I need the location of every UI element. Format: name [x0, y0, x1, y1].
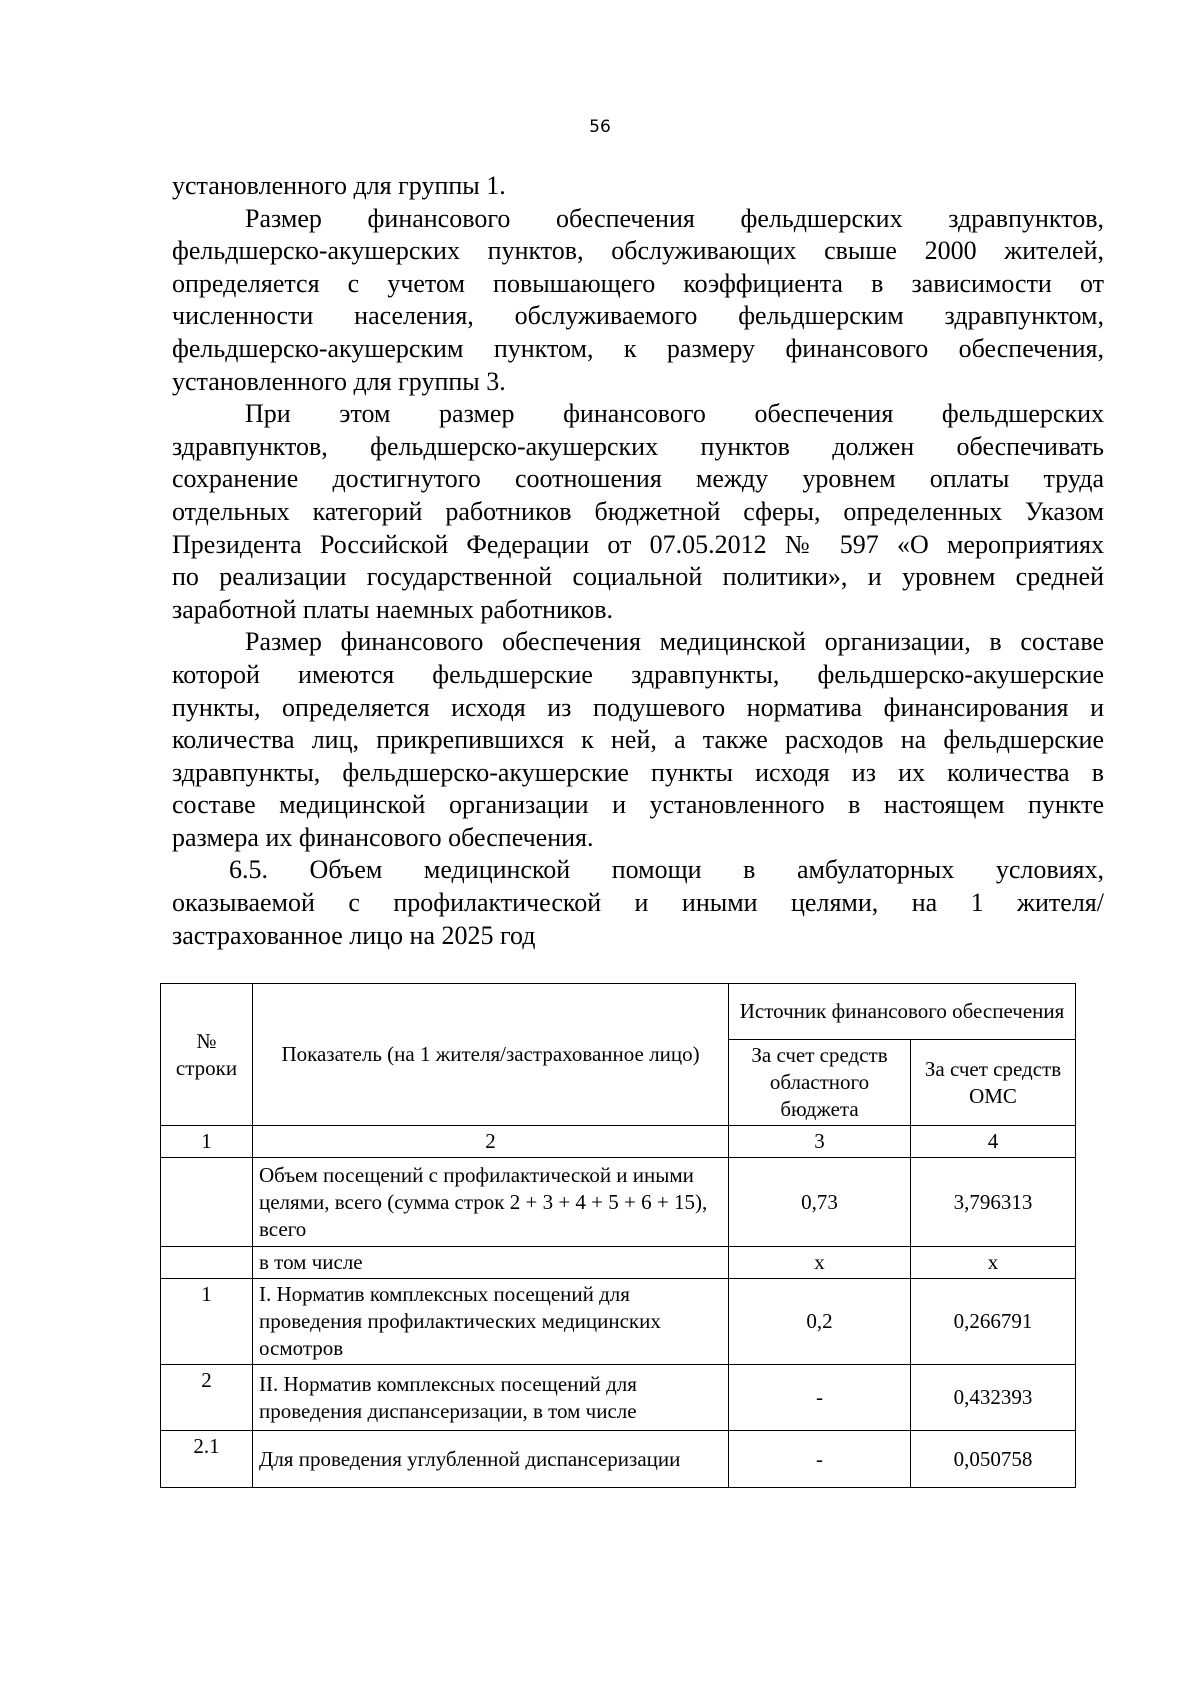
header-oms: За счет средств ОМС: [911, 1040, 1076, 1126]
row-no: 2.1: [161, 1431, 253, 1488]
col-number: 3: [729, 1126, 911, 1158]
row-budget: 0,2: [729, 1279, 911, 1365]
text-line: пункты, определяется исходя из подушевого норматива финансирования и: [172, 692, 1104, 722]
text-line: определяется с учетом повышающего коэффициента в зависимости от: [172, 268, 1104, 298]
column-numbers-row: [161, 1126, 1076, 1158]
text-line: застрахованное лицо на 2025 год: [172, 920, 536, 950]
header-row: [161, 984, 1076, 1040]
text-line: по реализации государственной социальной политики», и уровнем средней: [172, 562, 1104, 592]
header-row-no: № строки: [161, 984, 253, 1126]
row-indicator: Объем посещений с профилактической и иными целями, всего (сумма строк 2 + 3 + 4 + 5 + 6 + 15), всего: [253, 1158, 729, 1247]
text-line: установленного для группы 3.: [172, 366, 506, 396]
table-row: [161, 1247, 1076, 1279]
header-regional-budget: За счет средств областного бюджета: [729, 1040, 911, 1126]
table-row: [161, 1158, 1076, 1247]
text-line: размера их финансового обеспечения.: [172, 822, 594, 852]
row-indicator: II. Норматив комплексных посещений для проведения диспансеризации, в том числе: [253, 1365, 729, 1431]
table-row: [161, 1431, 1076, 1488]
volume-table: [160, 983, 1076, 1488]
text-line: Президента Российской Федерации от 07.05.2012 № 597 «О мероприятиях: [172, 529, 1104, 559]
text-line: заработной платы наемных работников.: [172, 594, 614, 624]
header-indicator: Показатель (на 1 жителя/застрахованное лицо): [253, 984, 729, 1126]
text-line: количества лиц, прикрепившихся к ней, а также расходов на фельдшерские: [172, 725, 1104, 755]
row-budget: -: [729, 1365, 911, 1431]
text-line: составе медицинской организации и установленного в настоящем пункте: [172, 790, 1104, 820]
text-line: которой имеются фельдшерские здравпункты, фельдшерско-акушерские: [172, 659, 1104, 689]
text-line: здравпункты, фельдшерско-акушерские пункты исходя из их количества в: [172, 757, 1104, 787]
text-line: При этом размер финансового обеспечения фельдшерских: [245, 399, 1104, 429]
col-number: 2: [253, 1126, 729, 1158]
text-line: Размер финансового обеспечения фельдшерских здравпунктов,: [245, 203, 1104, 233]
row-oms: 0,266791: [911, 1279, 1076, 1365]
row-no: 1: [161, 1279, 253, 1365]
row-no: [161, 1158, 253, 1247]
header-source: Источник финансового обеспечения: [729, 984, 1076, 1040]
text-line: отдельных категорий работников бюджетной сферы, определенных Указом: [172, 496, 1104, 526]
text-line: численности населения, обслуживаемого фельдшерским здравпунктом,: [172, 301, 1104, 331]
body-text: [172, 170, 1104, 952]
row-no: 2: [161, 1365, 253, 1431]
row-oms: 3,796313: [911, 1158, 1076, 1247]
row-indicator: I. Норматив комплексных посещений для проведения профилактических медицинских осмотров: [253, 1279, 729, 1365]
col-number: 1: [161, 1126, 253, 1158]
text-line: здравпунктов, фельдшерско-акушерских пунктов должен обеспечивать: [172, 431, 1104, 461]
text-line: Размер финансового обеспечения медицинской организации, в составе: [245, 627, 1104, 657]
table-row: [161, 1365, 1076, 1431]
row-no: [161, 1247, 253, 1279]
row-budget: 0,73: [729, 1158, 911, 1247]
page-number: 56: [589, 117, 611, 137]
row-budget: х: [729, 1247, 911, 1279]
text-line: установленного для группы 1.: [172, 171, 506, 200]
col-number: 4: [911, 1126, 1076, 1158]
row-indicator: Для проведения углубленной диспансеризации: [253, 1431, 729, 1488]
row-indicator: в том числе: [253, 1247, 729, 1279]
text-line: оказываемой с профилактической и иными целями, на 1 жителя/: [172, 888, 1104, 918]
text-line: фельдшерско-акушерским пунктом, к размеру финансового обеспечения,: [172, 333, 1104, 363]
text-line: фельдшерско-акушерских пунктов, обслуживающих свыше 2000 жителей,: [172, 236, 1104, 266]
table-row: [161, 1279, 1076, 1365]
text-line: сохранение достигнутого соотношения между уровнем оплаты труда: [172, 464, 1104, 494]
row-oms: х: [911, 1247, 1076, 1279]
text-line: 6.5. Объем медицинской помощи в амбулаторных условиях,: [229, 855, 1104, 885]
row-oms: 0,432393: [911, 1365, 1076, 1431]
row-oms: 0,050758: [911, 1431, 1076, 1488]
row-budget: -: [729, 1431, 911, 1488]
